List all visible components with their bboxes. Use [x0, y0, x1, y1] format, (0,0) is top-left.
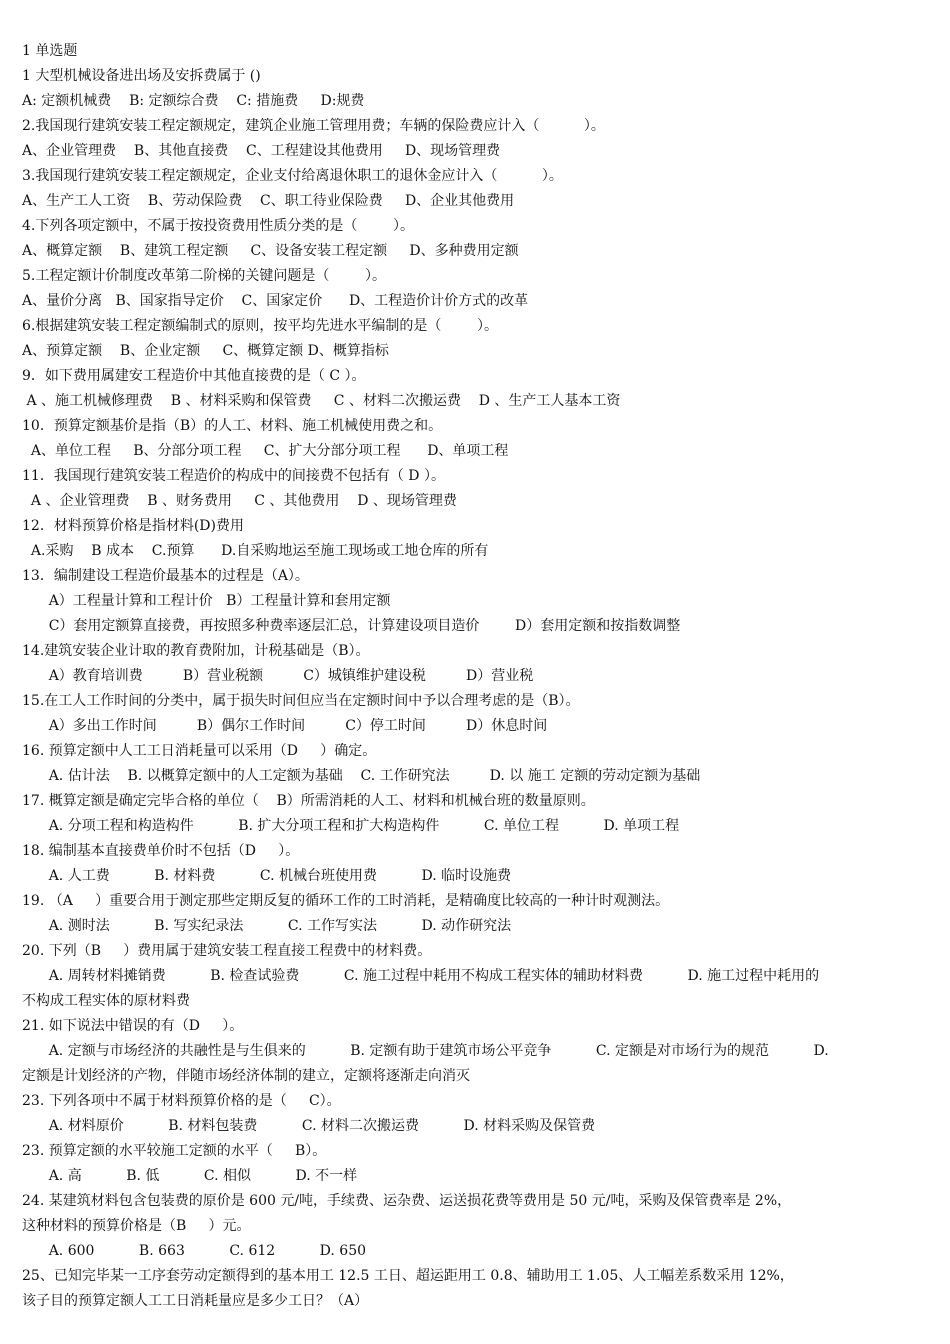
text-line: 2.我国现行建筑安装工程定额规定，建筑企业施工管理用费；车辆的保险费应计入（ ）。: [22, 118, 605, 134]
text-line: 1 单选题: [22, 43, 78, 59]
text-line: A）工程量计算和工程计价 B）工程量计算和套用定额: [22, 593, 391, 609]
text-line: A: 定额机械费 B: 定额综合费 C: 措施费 D:规费: [22, 93, 365, 109]
text-line: A、生产工人工资 B、劳动保险费 C、职工待业保险费 D、企业其他费用: [22, 193, 515, 209]
text-line: A. 定额与市场经济的共融性是与生俱来的 B. 定额有助于建筑市场公平竞争 C. 定额是对市场行为的规范 D.: [22, 1043, 829, 1059]
text-line: 23. 预算定额的水平较施工定额的水平（ B）。: [22, 1143, 327, 1159]
text-line: A. 高 B. 低 C. 相似 D. 不一样: [22, 1168, 358, 1184]
text-line: A. 测时法 B. 写实纪录法 C. 工作写实法 D. 动作研究法: [22, 918, 512, 934]
text-line: 5.工程定额计价制度改革第二阶梯的关键问题是（ ）。: [22, 268, 386, 284]
text-line: A. 周转材料摊销费 B. 检查试验费 C. 施工过程中耗用不构成工程实体的辅助材料费 D. 施工过程中耗用的: [22, 968, 820, 984]
text-line: A、概算定额 B、建筑工程定额 C、设备安装工程定额 D、多种费用定额: [22, 243, 519, 259]
text-line: 该子目的预算定额人工工日消耗量应是多少工日？（A）: [22, 1293, 369, 1309]
text-line: 11．我国现行建筑安装工程造价的构成中的间接费不包括有（ D ）。: [22, 468, 445, 484]
text-line: A. 人工费 B. 材料费 C. 机械台班使用费 D. 临时设施费: [22, 868, 512, 884]
text-line: 25、已知完毕某一工序套劳动定额得到的基本用工 12.5 工日、超运距用工 0.8、辅助用工 1.05、人工幅差系数采用 12%，: [22, 1268, 794, 1284]
text-line: A、量价分离 B、国家指导定价 C、国家定价 D、工程造价计价方式的改革: [22, 293, 529, 309]
text-line: A、企业管理费 B、其他直接费 C、工程建设其他费用 D、现场管理费: [22, 143, 501, 159]
text-line: 18. 编制基本直接费单价时不包括（D ）。: [22, 843, 300, 859]
text-line: 定额是计划经济的产物，伴随市场经济体制的建立，定额将逐渐走向消灭: [22, 1068, 470, 1084]
text-line: 20. 下列（B ）费用属于建筑安装工程直接工程费中的材料费。: [22, 943, 432, 959]
text-line: A、预算定额 B、企业定额 C、概算定额 D、概算指标: [22, 343, 389, 359]
text-line: A. 材料原价 B. 材料包装费 C. 材料二次搬运费 D. 材料采购及保管费: [22, 1118, 596, 1134]
text-line: A 、施工机械修理费 B 、材料采购和保管费 C 、材料二次搬运费 D 、生产工人基本工资: [22, 393, 621, 409]
text-line: 12．材料预算价格是指材料(D)费用: [22, 518, 244, 534]
text-line: 21. 如下说法中错误的有（D ）。: [22, 1018, 244, 1034]
text-line: A）多出工作时间 B）偶尔工作时间 C）停工时间 D）休息时间: [22, 718, 548, 734]
text-line: 10．预算定额基价是指（B）的人工、材料、施工机械使用费之和。: [22, 418, 443, 434]
text-line: A.采购 B 成本 C.预算 D.自采购地运至施工现场或工地仓库的所有: [22, 543, 489, 559]
text-line: 13．编制建设工程造价最基本的过程是（A）。: [22, 568, 309, 584]
text-line: C）套用定额算直接费，再按照多种费率逐层汇总，计算建设项目造价 D）套用定额和按指数调整: [22, 618, 681, 634]
text-line: A 、企业管理费 B 、财务费用 C 、其他费用 D 、现场管理费: [22, 493, 457, 509]
text-line: 4.下列各项定额中，不属于按投资费用性质分类的是（ ）。: [22, 218, 414, 234]
text-line: 17. 概算定额是确定完毕合格的单位（ B）所需消耗的人工、材料和机械台班的数量原则。: [22, 793, 595, 809]
text-line: 23. 下列各项中不属于材料预算价格的是（ C）。: [22, 1093, 341, 1109]
text-line: A. 估计法 B. 以概算定额中的人工定额为基础 C. 工作研究法 D. 以 施工 定额的劳动定额为基础: [22, 768, 701, 784]
text-line: 14.建筑安装企业计取的教育费附加，计税基础是（B）。: [22, 643, 370, 659]
text-line: A）教育培训费 B）营业税额 C）城镇维护建设税 D）营业税: [22, 668, 534, 684]
text-line: 不构成工程实体的原材料费: [22, 993, 190, 1009]
text-line: 19. （A ）重要合用于测定那些定期反复的循环工作的工时消耗，是精确度比较高的一种计时观测法。: [22, 893, 670, 909]
text-line: A. 分项工程和构造构件 B. 扩大分项工程和扩大构造构件 C. 单位工程 D. 单项工程: [22, 818, 680, 834]
text-line: 6.根据建筑安装工程定额编制式的原则，按平均先进水平编制的是（ ）。: [22, 318, 498, 334]
text-line: 9．如下费用属建安工程造价中其他直接费的是（ C ）。: [22, 368, 366, 384]
text-line: 16. 预算定额中人工工日消耗量可以采用（D ）确定。: [22, 743, 377, 759]
text-line: 3.我国现行建筑安装工程定额规定，企业支付给离退休职工的退休金应计入（ ）。: [22, 168, 563, 184]
text-line: 1 大型机械设备进出场及安拆费属于 (): [22, 68, 261, 84]
text-line: 24. 某建筑材料包含包装费的原价是 600 元/吨，手续费、运杂费、运送损花费等费用是 50 元/吨，采购及保管费率是 2%，: [22, 1193, 792, 1209]
text-line: A. 600 B. 663 C. 612 D. 650: [22, 1243, 367, 1259]
text-line: A、单位工程 B、分部分项工程 C、扩大分部分项工程 D、单项工程: [22, 443, 509, 459]
text-line: 这种材料的预算价格是（B ）元。: [22, 1218, 251, 1234]
text-line: 15.在工人工作时间的分类中，属于损失时间但应当在定额时间中予以合理考虑的是（B）。: [22, 693, 580, 709]
